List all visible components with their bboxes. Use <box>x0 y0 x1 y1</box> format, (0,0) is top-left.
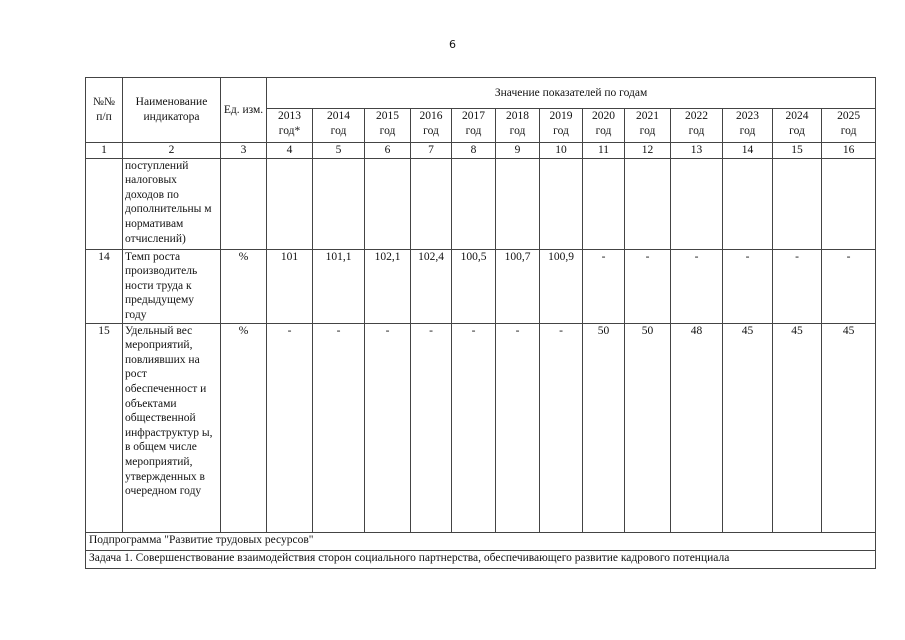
value-cell: 102,4 <box>411 249 452 323</box>
year-label: 2020 <box>592 110 615 122</box>
header-name: Наименование индикатора <box>123 78 221 143</box>
year-header <box>496 109 540 143</box>
value-cell: 100,7 <box>496 249 540 323</box>
value-cell: - <box>671 249 723 323</box>
value-cell <box>583 158 625 249</box>
unit-cell <box>221 158 267 249</box>
value-cell <box>773 158 822 249</box>
row-number: 15 <box>86 323 123 532</box>
year-suffix: год <box>840 124 857 137</box>
value-cell <box>540 158 583 249</box>
year-header <box>267 109 313 143</box>
value-cell: - <box>365 323 411 532</box>
value-cell: 50 <box>625 323 671 532</box>
value-cell: - <box>411 323 452 532</box>
year-suffix: год <box>688 124 705 137</box>
value-cell: - <box>540 323 583 532</box>
value-cell: 45 <box>773 323 822 532</box>
year-suffix: год <box>553 124 569 137</box>
value-cell: - <box>267 323 313 532</box>
value-cell <box>365 158 411 249</box>
column-number: 16 <box>822 143 876 159</box>
value-cell: 101 <box>267 249 313 323</box>
value-cell: 102,1 <box>365 249 411 323</box>
row-number: 14 <box>86 249 123 323</box>
value-cell: - <box>583 249 625 323</box>
value-cell: - <box>496 323 540 532</box>
year-suffix: год <box>379 124 396 137</box>
value-cell <box>267 158 313 249</box>
value-cell <box>452 158 496 249</box>
year-header <box>671 109 723 143</box>
year-suffix: год <box>595 124 612 137</box>
column-number: 12 <box>625 143 671 159</box>
year-suffix: год <box>639 124 656 137</box>
value-cell: 100,9 <box>540 249 583 323</box>
task-title: Задача 1. Совершенствование взаимодействия сторон социального партнерства, обеспечивающего развитие кадрового потенциала <box>86 550 876 568</box>
value-cell: 48 <box>671 323 723 532</box>
column-number: 10 <box>540 143 583 159</box>
value-cell <box>496 158 540 249</box>
column-number: 7 <box>411 143 452 159</box>
value-cell: - <box>822 249 876 323</box>
unit-cell: % <box>221 249 267 323</box>
header-unit: Ед. изм. <box>221 78 267 143</box>
value-cell: - <box>452 323 496 532</box>
year-suffix: год <box>465 124 482 137</box>
column-number: 4 <box>267 143 313 159</box>
unit-cell: % <box>221 323 267 532</box>
value-cell: - <box>625 249 671 323</box>
year-suffix: год* <box>278 124 301 137</box>
year-header <box>625 109 671 143</box>
year-suffix: год <box>330 124 347 137</box>
year-label: 2017 <box>462 110 485 122</box>
year-label: 2015 <box>376 110 399 122</box>
header-num: №№ п/п <box>86 78 123 143</box>
year-header <box>723 109 773 143</box>
year-suffix: год <box>509 124 526 137</box>
value-cell: 100,5 <box>452 249 496 323</box>
year-header <box>822 109 876 143</box>
column-number: 11 <box>583 143 625 159</box>
value-cell: 45 <box>723 323 773 532</box>
indicator-table <box>85 77 876 569</box>
column-number: 8 <box>452 143 496 159</box>
year-label: 2025 <box>837 110 861 122</box>
column-number: 2 <box>123 143 221 159</box>
value-cell <box>625 158 671 249</box>
column-number: 15 <box>773 143 822 159</box>
year-suffix: год <box>789 124 805 137</box>
indicator-name: Удельный вес мероприятий, повлиявших на рост обеспеченност и объектами общественной инфраструктур ы, в общем числе мероприятий, утвержденных в очередном году <box>123 323 221 532</box>
value-cell: - <box>313 323 365 532</box>
year-header <box>313 109 365 143</box>
year-label: 2014 <box>327 110 350 122</box>
year-header <box>365 109 411 143</box>
column-number: 5 <box>313 143 365 159</box>
year-header <box>411 109 452 143</box>
column-number: 14 <box>723 143 773 159</box>
year-header <box>540 109 583 143</box>
value-cell <box>822 158 876 249</box>
column-number: 1 <box>86 143 123 159</box>
year-label: 2019 <box>549 110 573 122</box>
year-label: 2013 <box>278 110 301 122</box>
value-cell <box>671 158 723 249</box>
value-cell: 50 <box>583 323 625 532</box>
value-cell <box>313 158 365 249</box>
year-label: 2022 <box>685 110 708 122</box>
page-number: 6 <box>449 38 456 51</box>
year-label: 2021 <box>636 110 659 122</box>
value-cell: 45 <box>822 323 876 532</box>
value-cell <box>411 158 452 249</box>
year-suffix: год <box>423 124 439 137</box>
indicator-name: поступлений налоговых доходов по дополнительны м нормативам отчислений) <box>123 158 221 249</box>
header-values: Значение показателей по годам <box>267 78 876 109</box>
year-label: 2018 <box>506 110 529 122</box>
value-cell: 101,1 <box>313 249 365 323</box>
column-number: 6 <box>365 143 411 159</box>
subprogram-title: Подпрограмма "Развитие трудовых ресурсов" <box>86 532 876 550</box>
year-suffix: год <box>739 124 756 137</box>
year-header <box>452 109 496 143</box>
year-label: 2023 <box>736 110 759 122</box>
year-label: 2016 <box>419 110 443 122</box>
row-number <box>86 158 123 249</box>
value-cell: - <box>723 249 773 323</box>
year-label: 2024 <box>785 110 809 122</box>
value-cell <box>723 158 773 249</box>
year-header <box>583 109 625 143</box>
column-number: 9 <box>496 143 540 159</box>
indicator-name: Темп роста производитель ности труда к предыдущему году <box>123 249 221 323</box>
column-number: 3 <box>221 143 267 159</box>
value-cell: - <box>773 249 822 323</box>
year-header <box>773 109 822 143</box>
column-number: 13 <box>671 143 723 159</box>
